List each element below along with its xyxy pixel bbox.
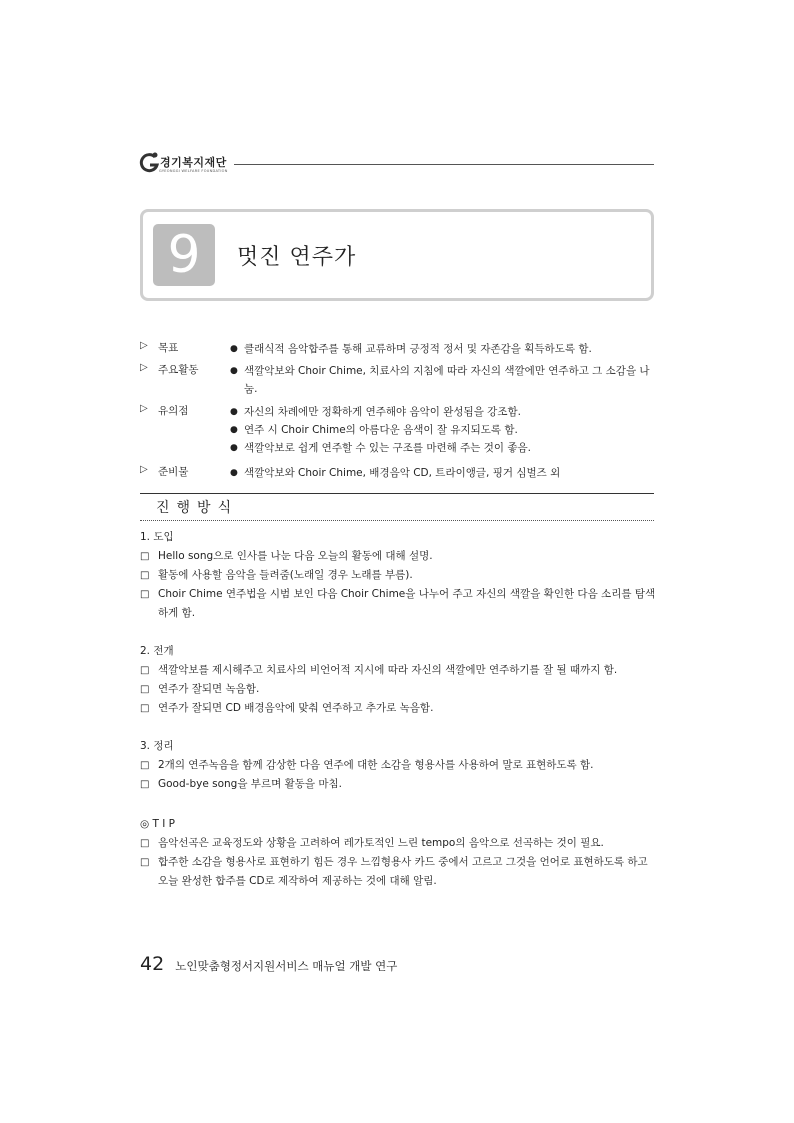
info-label: 주요활동: [158, 364, 199, 376]
list-item: □ 합주한 소감을 형용사로 표현하기 힘든 경우 느낌형용사 카드 중에서 고르고 그것을 언어로 표현하도록 하고 오늘 완성한 합주를 CD로 제작하여 제공하는 것에 대해 알림.: [140, 853, 656, 891]
info-item: ● 연주 시 Choir Chime의 아름다운 음색이 잘 유지되도록 함.: [230, 421, 660, 439]
bullet-icon: ●: [230, 344, 238, 354]
checkbox-square-icon: □: [140, 551, 150, 562]
bullet-icon: ●: [230, 366, 238, 376]
foundation-logo: [139, 149, 234, 177]
section-rule-top: [140, 493, 654, 494]
section-title: 진행방식: [156, 500, 239, 516]
info-item: ● 색깔악보와 Choir Chime, 배경음악 CD, 트라이앵글, 핑거 심벌즈 외: [230, 464, 660, 482]
page-footer: [140, 953, 397, 975]
list-item: □ 색깔악보를 제시해주고 치료사의 비언어적 지시에 따라 자신의 색깔에만 연주하기를 잘 될 때까지 함.: [140, 661, 656, 680]
info-item: ● 색깔악보로 쉽게 연주할 수 있는 구조를 마련해 주는 것이 좋음.: [230, 439, 660, 457]
checkbox-square-icon: □: [140, 857, 150, 868]
info-item: ● 색깔악보와 Choir Chime, 치료사의 지침에 따라 자신의 색깔에만 연주하고 그 소감을 나눔.: [230, 362, 660, 398]
list-item: □ 음악선곡은 교육정도와 상황을 고려하여 레가토적인 느린 tempo의 음악으로 선곡하는 것이 필요.: [140, 834, 656, 853]
triangle-icon: ▷: [140, 340, 148, 351]
triangle-icon: ▷: [140, 464, 148, 475]
bullet-icon: ●: [230, 407, 238, 417]
info-item: ● 클래식적 음악합주를 통해 교류하며 긍정적 정서 및 자존감을 획득하도록 함.: [230, 340, 660, 358]
checkbox-square-icon: □: [140, 589, 150, 600]
step-intro: [140, 528, 656, 623]
info-label: 유의점: [158, 405, 189, 417]
checkbox-square-icon: □: [140, 684, 150, 695]
section-rule-bottom: [140, 520, 654, 521]
logo-mark-icon: [139, 151, 161, 175]
page-number: 42: [140, 953, 165, 975]
logo-org-name: 경기복지재단: [160, 156, 227, 169]
title-box: [140, 209, 654, 301]
footer-title: 노인맞춤형정서지원서비스 매뉴얼 개발 연구: [175, 959, 398, 973]
list-item: □ Good-bye song을 부르며 활동을 마침.: [140, 775, 656, 794]
tip-heading: ◎ T I P: [140, 818, 176, 830]
step-heading: 3. 정리: [140, 740, 174, 752]
bullet-icon: ●: [230, 443, 238, 453]
info-item: ● 자신의 차례에만 정확하게 연주해야 음악이 완성됨을 강조함.: [230, 403, 660, 421]
tip-section: [140, 815, 656, 891]
info-label: 목표: [158, 342, 179, 354]
checkbox-square-icon: □: [140, 665, 150, 676]
checkbox-square-icon: □: [140, 570, 150, 581]
page-title: 멋진 연주가: [237, 245, 357, 270]
checkbox-square-icon: □: [140, 838, 150, 849]
header-rule: [234, 164, 654, 165]
logo-org-subtitle: GYEONGGI WELFARE FOUNDATION: [159, 169, 228, 173]
info-label: 준비물: [158, 466, 189, 478]
checkbox-square-icon: □: [140, 703, 150, 714]
bullet-icon: ●: [230, 425, 238, 435]
list-item: □ Hello song으로 인사를 나눈 다음 오늘의 활동에 대해 설명.: [140, 547, 656, 566]
step-heading: 2. 전개: [140, 645, 174, 657]
list-item: □ 활동에 사용할 음악을 들려줌(노래일 경우 노래를 부름).: [140, 566, 656, 585]
checkbox-square-icon: □: [140, 779, 150, 790]
step-development: [140, 642, 656, 718]
step-heading: 1. 도입: [140, 531, 174, 543]
list-item: □ 연주가 잘되면 녹음함.: [140, 680, 656, 699]
checkbox-square-icon: □: [140, 760, 150, 771]
bullet-icon: ●: [230, 468, 238, 478]
session-number: 9: [153, 224, 215, 286]
list-item: □ Choir Chime 연주법을 시범 보인 다음 Choir Chime을 나누어 주고 자신의 색깔을 확인한 다음 소리를 탐색하게 함.: [140, 585, 656, 623]
list-item: □ 연주가 잘되면 CD 배경음악에 맞춰 연주하고 추가로 녹음함.: [140, 699, 656, 718]
triangle-icon: ▷: [140, 403, 148, 414]
triangle-icon: ▷: [140, 362, 148, 373]
step-wrapup: [140, 737, 656, 794]
list-item: □ 2개의 연주녹음을 함께 감상한 다음 연주에 대한 소감을 형용사를 사용하여 말로 표현하도록 함.: [140, 756, 656, 775]
